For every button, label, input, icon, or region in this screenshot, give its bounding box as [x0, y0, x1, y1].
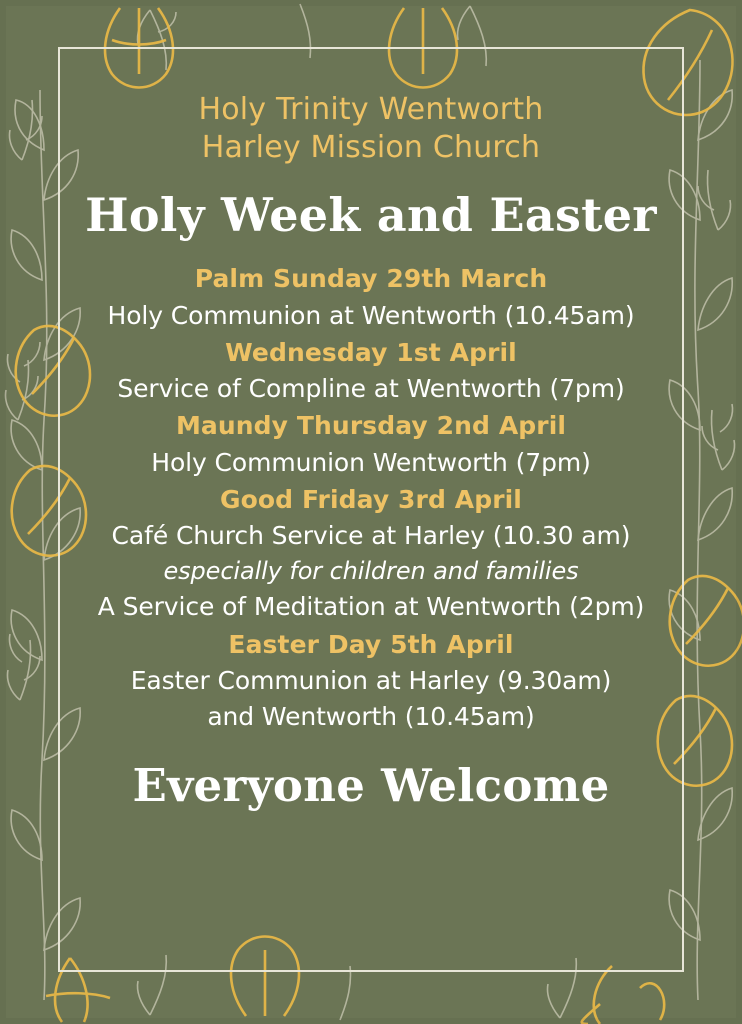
service-event — [80, 627, 662, 736]
event-date: Good Friday 3rd April — [220, 484, 522, 514]
event-detail: Holy Communion at Wentworth (10.45am) — [107, 300, 635, 330]
page-title: Holy Week and Easter — [85, 187, 657, 242]
event-date: Wednesday 1st April — [225, 337, 517, 367]
event-detail: Café Church Service at Harley (10.30 am) — [111, 521, 631, 551]
poster-content — [58, 47, 684, 972]
event-detail: Easter Communion at Harley (9.30am) — [130, 665, 612, 695]
church-name-line-1: Holy Trinity Wentworth — [198, 92, 544, 127]
event-detail: A Service of Meditation at Wentworth (2pm) — [97, 592, 645, 622]
service-event — [80, 482, 662, 626]
event-date: Maundy Thursday 2nd April — [175, 411, 567, 441]
church-name-line-2: Harley Mission Church — [201, 129, 541, 165]
service-schedule — [80, 261, 662, 735]
service-event — [80, 335, 662, 408]
service-event — [80, 408, 662, 481]
closing-message: Everyone Welcome — [132, 759, 610, 813]
event-detail: Service of Compline at Wentworth (7pm) — [117, 374, 625, 404]
event-detail: Holy Communion Wentworth (7pm) — [151, 447, 591, 477]
event-detail-note: especially for children and families — [163, 557, 579, 586]
event-date: Easter Day 5th April — [228, 629, 514, 659]
event-date: Palm Sunday 29th March — [194, 264, 548, 294]
service-event — [80, 261, 662, 334]
event-detail: and Wentworth (10.45am) — [207, 702, 535, 732]
